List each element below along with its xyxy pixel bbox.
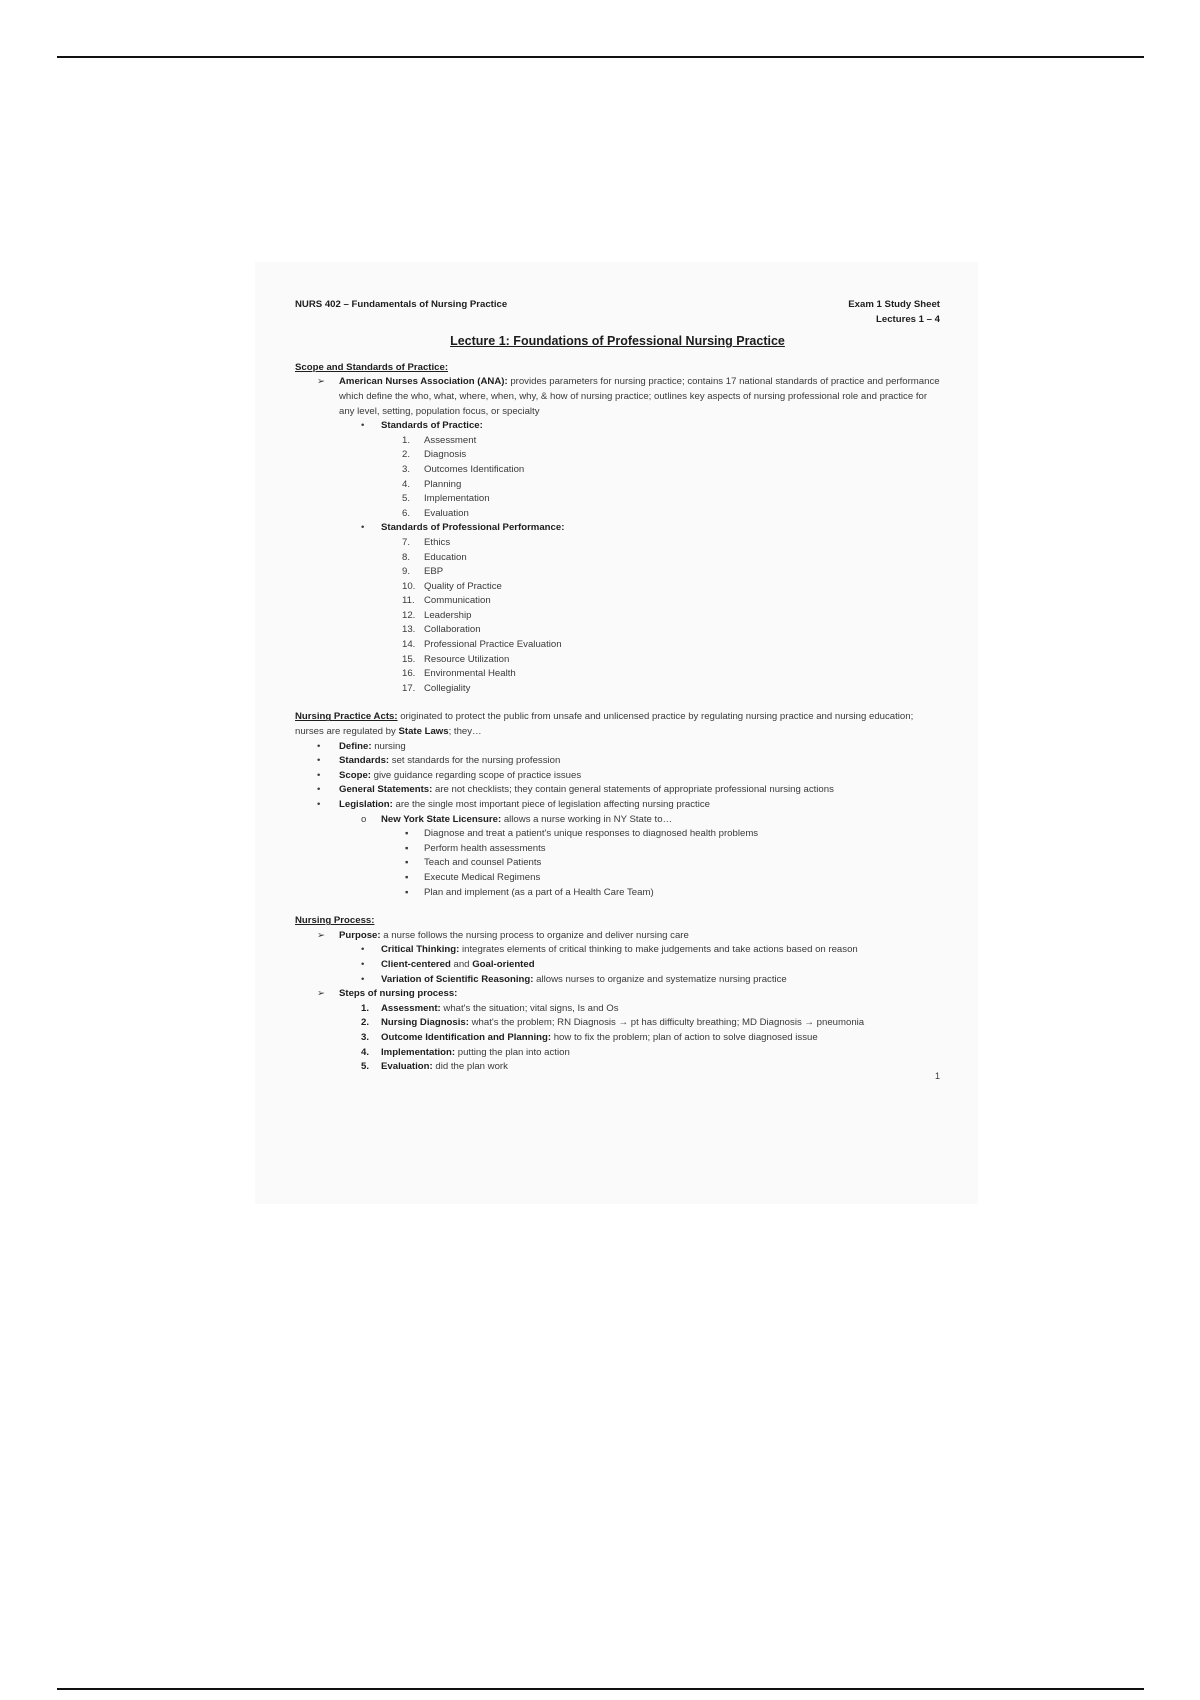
list-item [295, 886, 940, 901]
practice-list [295, 434, 940, 522]
list-number: 3. [402, 463, 411, 475]
performance-list [295, 536, 940, 697]
nys-licensure-item: o New York State Licensure: allows a nurse working in NY State to… [295, 813, 940, 828]
scientific-reasoning-item: • Variation of Scientific Reasoning: allows nurses to organize and systematize nursing practice [295, 973, 940, 988]
list-item [295, 653, 940, 668]
list-text: Professional Practice Evaluation [424, 639, 562, 651]
lecture-title: Lecture 1: Foundations of Professional Nursing Practice [450, 334, 785, 349]
list-number: 4. [402, 478, 411, 490]
item-text: set standards for the nursing profession [391, 755, 561, 767]
square-bullet-icon: ▪ [405, 828, 409, 840]
list-item [295, 463, 940, 478]
list-text: Resource Utilization [424, 653, 510, 665]
bullet-icon: • [317, 755, 321, 767]
ana-item: ➢ American Nurses Association (ANA): provides parameters for nursing practice; contains 17 national standards of practice and performance which define the who, what, where, when, why, & how of nursing practice; outlines key aspects of nursing professional role and practice for any level, setting, population focus, or specialty [317, 376, 940, 417]
list-item [295, 842, 940, 857]
list-item [295, 638, 940, 653]
nys-list [295, 827, 940, 900]
step-text: how to fix the problem; plan of action to solve diagnosed issue [553, 1031, 818, 1043]
list-text: Leadership [424, 609, 472, 621]
item-text: Plan and implement (as a part of a Health Care Team) [424, 886, 654, 898]
process-heading: Nursing Process: [295, 915, 375, 927]
list-item [295, 1046, 940, 1061]
item-label: Standards: [339, 755, 390, 767]
purpose-item: ➢ Purpose: a nurse follows the nursing process to organize and deliver nursing care [295, 929, 940, 944]
list-text: Outcomes Identification [424, 463, 525, 475]
step-text: putting the plan into action [457, 1046, 570, 1058]
item-text: give guidance regarding scope of practice issues [373, 769, 582, 781]
step-label: Assessment: [381, 1002, 441, 1014]
item-label: Define: [339, 740, 372, 752]
list-text: Diagnosis [424, 449, 467, 461]
circle-bullet-icon: o [361, 813, 367, 825]
step-label: Outcome Identification and Planning: [381, 1031, 552, 1043]
critical-thinking-item: • Critical Thinking: integrates elements of critical thinking to make judgements and take actions based on reason [295, 943, 940, 958]
list-item [295, 1016, 940, 1031]
list-text: EBP [424, 566, 444, 578]
bullet-icon: • [361, 944, 365, 956]
step-number: 3. [361, 1031, 370, 1043]
list-item [295, 551, 940, 566]
item-text: nursing [374, 740, 406, 752]
list-item [295, 769, 940, 784]
top-rule [57, 56, 1144, 58]
list-number: 1. [402, 434, 411, 446]
bullet-icon: • [317, 784, 321, 796]
list-number: 7. [402, 536, 411, 548]
list-number: 8. [402, 551, 411, 563]
item-text: are the single most important piece of legislation affecting nursing practice [395, 799, 710, 810]
exam-label: Exam 1 Study Sheet Lectures 1 – 4 [848, 299, 940, 325]
list-text: Education [424, 551, 467, 563]
list-text: Collaboration [424, 624, 481, 636]
course-title: NURS 402 – Fundamentals of Nursing Practice [295, 299, 508, 310]
square-bullet-icon: ▪ [405, 842, 409, 854]
list-item [295, 434, 940, 449]
list-number: 12. [402, 609, 416, 621]
scanned-page [255, 262, 978, 1204]
list-number: 10. [402, 580, 416, 592]
item-text: are not checklists; they contain general statements of appropriate professional nursing actions [434, 784, 834, 796]
list-item [295, 448, 940, 463]
list-text: Communication [424, 595, 491, 607]
list-item [295, 1060, 940, 1075]
list-item [295, 740, 940, 755]
step-label: Evaluation: [381, 1061, 433, 1073]
list-text: Planning [424, 478, 462, 490]
step-label: Implementation: [381, 1046, 456, 1058]
item-text: Execute Medical Regimens [424, 871, 541, 883]
bullet-icon: • [361, 973, 365, 985]
bullet-icon: • [317, 799, 321, 810]
list-item [295, 1002, 940, 1017]
list-number: 5. [402, 493, 411, 505]
page-number: 1 [934, 1071, 940, 1082]
step-text: did the plan work [435, 1061, 508, 1073]
list-item [295, 478, 940, 493]
list-item [295, 536, 940, 551]
step-text: what's the problem; RN Diagnosis → pt has difficulty breathing; MD Diagnosis → pneumonia [471, 1017, 865, 1029]
square-bullet-icon: ▪ [405, 871, 409, 883]
step-number: 1. [361, 1002, 370, 1014]
list-item [295, 754, 940, 769]
item-text: Diagnose and treat a patient's unique responses to diagnosed health problems [424, 828, 759, 840]
list-number: 14. [402, 639, 416, 651]
npa-list [295, 740, 940, 813]
list-item [295, 682, 940, 697]
list-item [295, 580, 940, 595]
list-number: 11. [402, 595, 415, 607]
list-number: 15. [402, 653, 416, 665]
item-label: Scope: [339, 769, 371, 781]
page-header [295, 298, 940, 327]
arrow-bullet-icon: ➢ [317, 929, 326, 941]
step-number: 4. [361, 1046, 370, 1058]
list-item [295, 1031, 940, 1046]
item-label: General Statements: [339, 784, 433, 796]
list-number: 2. [402, 449, 411, 461]
step-text: what's the situation; vital signs, Is and Os [443, 1002, 619, 1014]
list-text: Implementation [424, 493, 490, 505]
list-text: Collegiality [424, 682, 471, 694]
list-number: 9. [402, 566, 411, 578]
list-item [295, 594, 940, 609]
bullet-icon: • [361, 522, 365, 534]
bullet-icon: • [317, 740, 321, 752]
item-label: Legislation: [339, 799, 393, 810]
npa-intro: Nursing Practice Acts: originated to protect the public from unsafe and unlicensed practice by regulating nursing practice and nursing education; nurses are regulated by State Laws; they… [295, 711, 914, 738]
arrow-bullet-icon: ➢ [317, 376, 326, 388]
list-number: 13. [402, 624, 416, 636]
arrow-bullet-icon: ➢ [317, 988, 326, 1000]
item-text: Teach and counsel Patients [424, 857, 542, 869]
list-item [295, 507, 940, 522]
list-item [295, 871, 940, 886]
item-text: Perform health assessments [424, 842, 546, 854]
list-item [295, 856, 940, 871]
list-item [295, 623, 940, 638]
list-item [295, 827, 940, 842]
list-item [295, 783, 940, 798]
bottom-rule [57, 1688, 1144, 1690]
square-bullet-icon: ▪ [405, 857, 409, 869]
steps-item: ➢ Steps of nursing process: [295, 987, 940, 1002]
list-text: Environmental Health [424, 668, 516, 680]
list-text: Evaluation [424, 507, 469, 519]
list-number: 16. [402, 668, 416, 680]
bullet-icon: • [317, 769, 321, 781]
square-bullet-icon: ▪ [405, 886, 409, 898]
step-number: 5. [361, 1061, 370, 1073]
list-item [295, 492, 940, 507]
step-label: Nursing Diagnosis: [381, 1017, 469, 1029]
list-number: 6. [402, 507, 411, 519]
list-text: Ethics [424, 536, 451, 548]
list-item [295, 565, 940, 580]
list-text: Quality of Practice [424, 580, 502, 592]
standards-practice-label: • Standards of Practice: [295, 419, 940, 434]
list-item [295, 798, 940, 813]
step-number: 2. [361, 1017, 370, 1029]
bullet-icon: • [361, 958, 365, 970]
bullet-icon: • [361, 420, 365, 432]
list-item [295, 667, 940, 682]
steps-list [295, 1002, 940, 1075]
list-number: 17. [402, 682, 416, 694]
list-text: Assessment [424, 434, 477, 446]
client-centered-item: • Client-centered and Goal-oriented [295, 958, 940, 973]
list-item [295, 609, 940, 624]
standards-performance-label: • Standards of Professional Performance: [295, 521, 940, 536]
scope-heading: Scope and Standards of Practice: [295, 361, 449, 373]
